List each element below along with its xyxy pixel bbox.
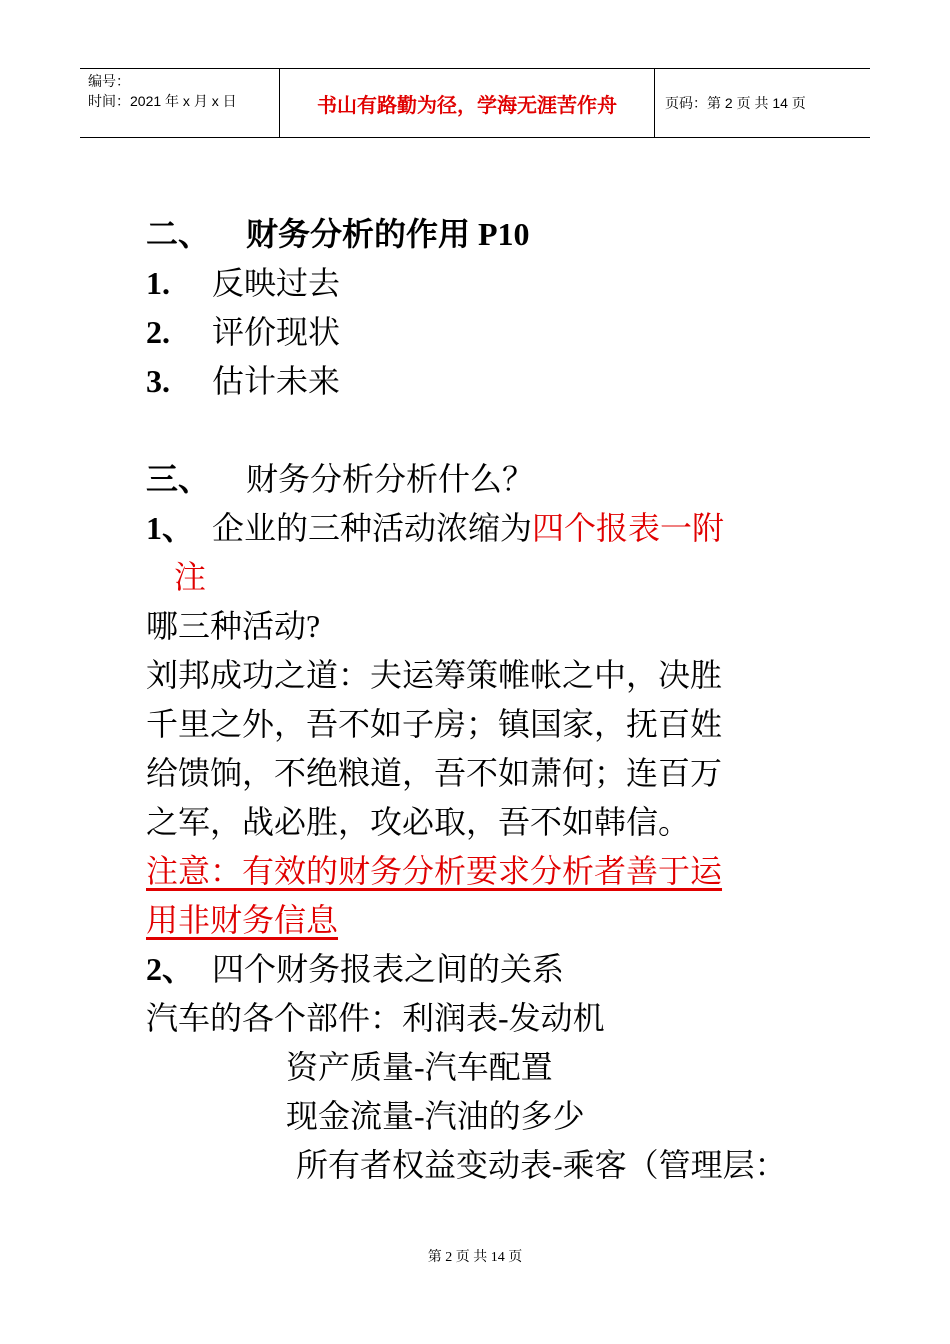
- list-number: 1.: [146, 265, 170, 301]
- highlight-continuation: 注: [174, 559, 207, 595]
- quote-line: 刘邦成功之道：夫运筹策帷帐之中，决胜: [146, 657, 723, 693]
- question-line: 哪三种活动?: [146, 608, 321, 644]
- document-body: [146, 210, 826, 1190]
- car-analogy-line: 现金流量-汽油的多少: [286, 1098, 585, 1134]
- list-text: 估计未来: [212, 363, 341, 399]
- header-motto: 书山有路勤为径，学海无涯苦作舟: [280, 69, 655, 137]
- page-footer: 第 2 页 共 14 页: [427, 1250, 523, 1265]
- header-date: 时间：2021 年 x 月 x 日: [88, 93, 237, 109]
- section3-heading: [146, 455, 826, 504]
- list-number: 1、: [146, 510, 195, 546]
- header-page-info: 页码：第 2 页 共 14 页: [665, 95, 806, 111]
- list-item: [146, 357, 826, 406]
- section2-heading: [146, 210, 826, 259]
- list-number: 2、: [146, 951, 195, 987]
- section-number: 三、: [146, 461, 211, 497]
- quote-line: 给馈饷，不绝粮道，吾不如萧何；连百万: [146, 755, 723, 791]
- list-item: [146, 308, 826, 357]
- list-number: 3.: [146, 363, 170, 399]
- section-title: 财务分析分析什么？: [246, 461, 535, 497]
- list-text: 企业的三种活动浓缩为: [212, 510, 533, 546]
- header-meta: [80, 69, 280, 137]
- list-item: [146, 259, 826, 308]
- car-analogy-line: 资产质量-汽车配置: [286, 1049, 553, 1085]
- list-item: [146, 945, 826, 994]
- list-item: [146, 504, 826, 553]
- section-title: 财务分析的作用 P10: [246, 216, 530, 252]
- list-number: 2.: [146, 314, 170, 350]
- list-text: 反映过去: [212, 265, 341, 301]
- note-line: 注意：有效的财务分析要求分析者善于运: [146, 853, 723, 889]
- header-number-label: 编号：: [88, 73, 130, 89]
- list-text: 四个财务报表之间的关系: [212, 951, 565, 987]
- spacer: [146, 406, 826, 455]
- page-header: [80, 68, 870, 138]
- car-analogy-line: 汽车的各个部件：利润表-发动机: [146, 1000, 605, 1036]
- quote-line: 之军，战必胜，攻必取，吾不如韩信。: [146, 804, 691, 840]
- car-analogy-line: 所有者权益变动表-乘客（管理层：: [296, 1147, 787, 1183]
- note-line: 用非财务信息: [146, 902, 339, 938]
- quote-line: 千里之外，吾不如子房；镇国家，抚百姓: [146, 706, 723, 742]
- section-number: 二、: [146, 216, 211, 252]
- list-text: 评价现状: [212, 314, 341, 350]
- highlight-text: 四个报表一附: [532, 510, 725, 546]
